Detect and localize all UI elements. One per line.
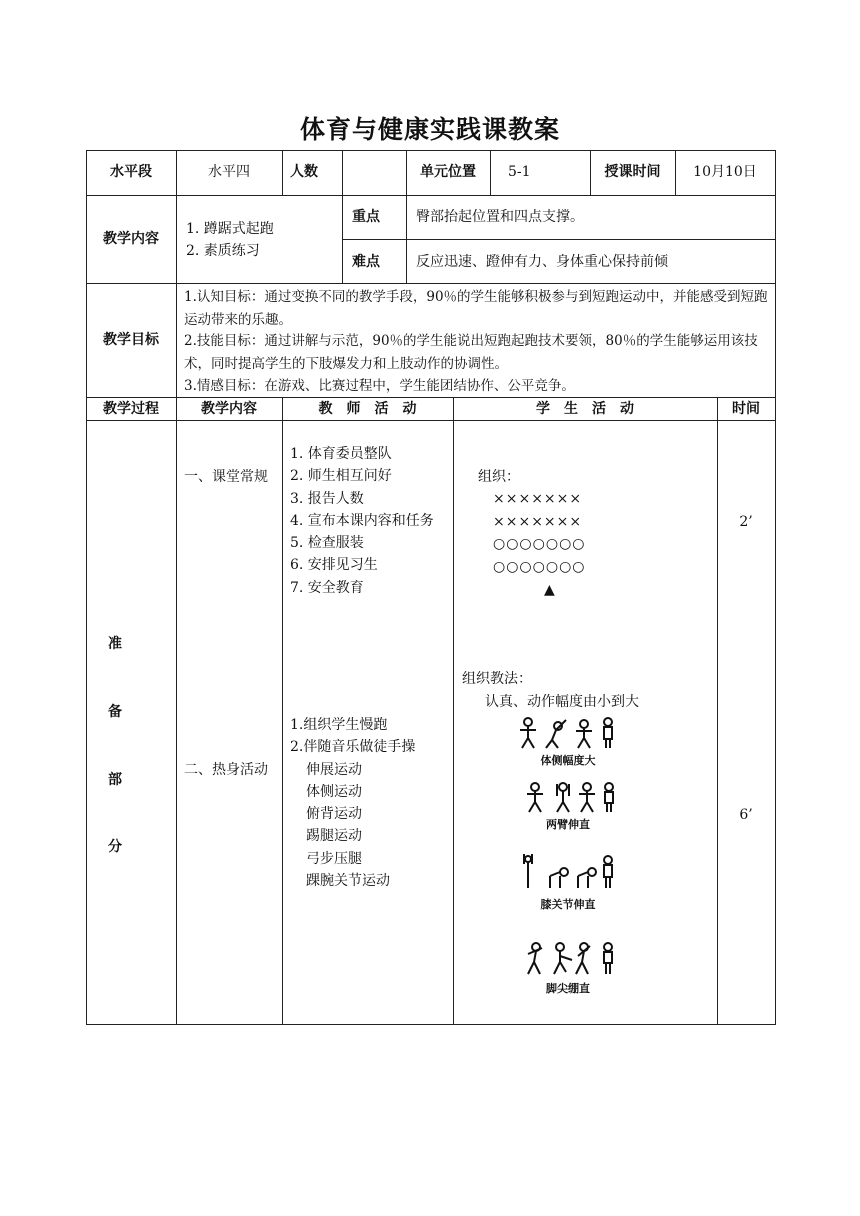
list-item: 2. 师生相互问好: [290, 468, 392, 485]
warmup-content: 二、热身活动: [184, 762, 268, 778]
unit-label: 单元位置: [420, 164, 476, 180]
col-time: 时间: [732, 401, 760, 417]
list-item: 1.组织学生慢跑: [290, 717, 388, 733]
col-process: 教学过程: [103, 401, 159, 417]
level-value: 水平四: [208, 164, 250, 180]
col-teacher: 教 师 活 动: [318, 401, 417, 417]
list-item: 4. 宣布本课内容和任务: [290, 512, 434, 529]
objectives-label: 教学目标: [103, 332, 159, 348]
formation-row-1: ×××××××: [493, 491, 583, 507]
time-label: 授课时间: [604, 164, 661, 180]
key-point-label: 重点: [352, 209, 380, 225]
teacher-marker-icon: ▲: [544, 582, 555, 598]
list-item: 弓步压腿: [306, 850, 362, 867]
difficulty-label: 难点: [352, 254, 380, 270]
difficulty-value: 反应迅速、蹬伸有力、身体重心保持前倾: [416, 254, 668, 270]
method-label: 组织教法：: [462, 671, 532, 687]
content-item-1: 1. 蹲踞式起跑: [186, 221, 274, 237]
content-label: 教学内容: [103, 231, 159, 247]
exercise-figure-knee-straight: [520, 852, 616, 890]
list-item: 体侧运动: [306, 783, 362, 800]
list-item: 1. 体育委员整队: [290, 446, 392, 462]
list-item: 6. 安排见习生: [290, 557, 378, 574]
col-student: 学 生 活 动: [536, 401, 634, 417]
list-item: 3. 报告人数: [290, 490, 364, 507]
org-label: 组织：: [478, 469, 520, 485]
routine-time: 2’: [739, 514, 753, 530]
figure-caption-1: 体侧幅度大: [540, 754, 596, 767]
list-item: 伸展运动: [306, 761, 362, 778]
objective-affective: 3.情感目标：在游戏、比赛过程中，学生能团结协作、公平竞争。: [184, 378, 575, 394]
list-item: 2.伴随音乐做徒手操: [290, 739, 416, 756]
figure-caption-3: 膝关节伸直: [540, 898, 596, 911]
section-char-2: 备: [108, 704, 122, 720]
list-item: 7. 安全教育: [290, 579, 364, 596]
formation-row-4: ○○○○○○○: [493, 559, 586, 575]
warmup-teacher-list: [290, 714, 415, 892]
unit-value: 5-1: [508, 164, 531, 180]
page-title: 体育与健康实践课教案: [299, 115, 560, 144]
count-label: 人数: [290, 164, 318, 180]
formation-row-2: ×××××××: [493, 514, 583, 530]
exercise-figure-toe-point: [524, 942, 616, 976]
level-label: 水平段: [110, 164, 152, 180]
list-item: 踢腿运动: [306, 828, 362, 845]
list-item: 5. 检查服装: [290, 535, 364, 552]
objective-skill: 2.技能目标：通过讲解与示范，90％的学生能说出短跑起跑技术要领，80％的学生能够运用该技术，同时提高学生的下肢爆发力和上肢动作的协调性。: [184, 333, 758, 372]
exercise-figure-arms-straight: [525, 782, 617, 814]
exercise-figure-side-bend: [518, 716, 618, 752]
section-char-4: 分: [108, 839, 122, 855]
time-value: 10月10日: [693, 164, 757, 180]
section-char-3: 部: [108, 772, 122, 788]
col-content: 教学内容: [201, 401, 257, 417]
formation-row-3: ○○○○○○○: [493, 536, 586, 552]
section-char-1: 准: [108, 636, 122, 652]
routine-content: 一、课堂常规: [184, 469, 268, 485]
list-item: 俯背运动: [306, 806, 362, 823]
objective-cognitive: 1.认知目标：通过变换不同的教学手段，90％的学生能够积极参与到短跑运动中，并能感受到短跑运动带来的乐趣。: [184, 289, 768, 328]
method-text: 认真、动作幅度由小到大: [485, 694, 639, 710]
figure-caption-4: 脚尖绷直: [546, 982, 590, 995]
routine-teacher-list: [290, 443, 434, 599]
figure-caption-2: 两臂伸直: [546, 818, 590, 831]
warmup-time: 6’: [739, 807, 753, 823]
key-point-value: 臀部抬起位置和四点支撑。: [416, 209, 584, 225]
list-item: 踝腕关节运动: [306, 873, 390, 890]
content-item-2: 2. 素质练习: [186, 243, 260, 259]
